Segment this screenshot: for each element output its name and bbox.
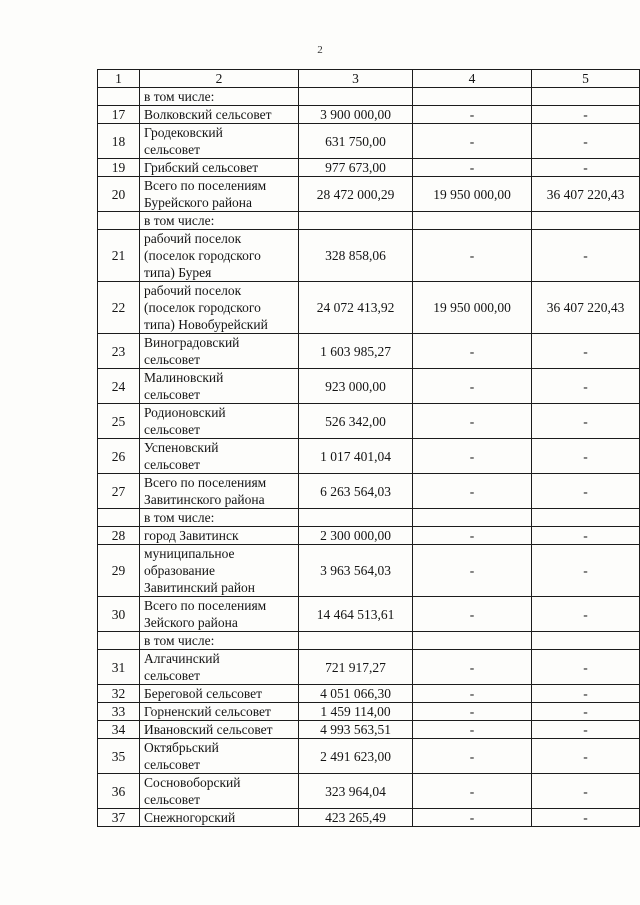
amount-col3-cell: 4 051 066,30 xyxy=(299,685,413,703)
settlement-name-line: (поселок городского xyxy=(144,248,261,263)
table-row xyxy=(98,774,640,809)
row-number-cell: 30 xyxy=(98,597,140,632)
settlement-name-cell xyxy=(140,632,299,650)
amount-col5-cell: - xyxy=(532,527,640,545)
amount-col4-cell: - xyxy=(413,545,532,597)
settlement-name-cell xyxy=(140,597,299,632)
table-row xyxy=(98,685,640,703)
settlement-name-line: сельсовет xyxy=(144,422,200,437)
amount-col4-cell xyxy=(413,509,532,527)
table-row xyxy=(98,404,640,439)
table-row xyxy=(98,159,640,177)
settlement-name-line: муниципальное xyxy=(144,546,235,561)
column-header-5: 5 xyxy=(532,70,640,88)
amount-col5-cell: - xyxy=(532,106,640,124)
settlement-name-line: город Завитинск xyxy=(144,528,239,543)
amount-col3-cell: 526 342,00 xyxy=(299,404,413,439)
table-row xyxy=(98,650,640,685)
amount-col5-cell xyxy=(532,632,640,650)
column-header-2: 2 xyxy=(140,70,299,88)
settlement-name-line: Завитинского района xyxy=(144,492,265,507)
amount-col3-cell xyxy=(299,632,413,650)
settlement-name-line: Ивановский сельсовет xyxy=(144,722,273,737)
amount-col4-cell: - xyxy=(413,369,532,404)
table-row xyxy=(98,809,640,827)
amount-col5-cell: - xyxy=(532,334,640,369)
settlement-name-line: в том числе: xyxy=(144,213,215,228)
settlement-name-cell xyxy=(140,212,299,230)
settlement-name-cell xyxy=(140,230,299,282)
table-row xyxy=(98,334,640,369)
column-header-1: 1 xyxy=(98,70,140,88)
table-body xyxy=(98,70,640,827)
row-number-cell: 24 xyxy=(98,369,140,404)
amount-col4-cell: - xyxy=(413,739,532,774)
settlement-name-line: сельсовет xyxy=(144,457,200,472)
table-row xyxy=(98,212,640,230)
settlement-name-cell xyxy=(140,650,299,685)
settlement-name-line: сельсовет xyxy=(144,757,200,772)
row-number-cell: 27 xyxy=(98,474,140,509)
table-row xyxy=(98,369,640,404)
amount-col5-cell: - xyxy=(532,721,640,739)
row-number-cell: 36 xyxy=(98,774,140,809)
table-row xyxy=(98,509,640,527)
settlement-name-line: Гродековский xyxy=(144,125,223,140)
settlement-name-cell xyxy=(140,282,299,334)
settlement-name-line: сельсовет xyxy=(144,142,200,157)
amount-col5-cell: 36 407 220,43 xyxy=(532,282,640,334)
amount-col5-cell: - xyxy=(532,369,640,404)
row-number-cell: 35 xyxy=(98,739,140,774)
amount-col5-cell: - xyxy=(532,404,640,439)
amount-col4-cell: - xyxy=(413,703,532,721)
row-number-cell: 37 xyxy=(98,809,140,827)
table-row xyxy=(98,597,640,632)
row-number-cell: 33 xyxy=(98,703,140,721)
table-row xyxy=(98,106,640,124)
settlement-name-cell xyxy=(140,545,299,597)
amount-col5-cell: - xyxy=(532,230,640,282)
column-header-4: 4 xyxy=(413,70,532,88)
row-number-cell: 23 xyxy=(98,334,140,369)
table-row xyxy=(98,703,640,721)
settlement-name-cell xyxy=(140,774,299,809)
amount-col5-cell: 36 407 220,43 xyxy=(532,177,640,212)
settlement-name-line: сельсовет xyxy=(144,387,200,402)
table-row xyxy=(98,177,640,212)
amount-col5-cell xyxy=(532,88,640,106)
amount-col3-cell xyxy=(299,212,413,230)
amount-col3-cell: 328 858,06 xyxy=(299,230,413,282)
row-number-cell: 22 xyxy=(98,282,140,334)
settlement-name-cell xyxy=(140,474,299,509)
settlement-name-cell xyxy=(140,721,299,739)
settlement-name-cell xyxy=(140,106,299,124)
amount-col4-cell: - xyxy=(413,721,532,739)
settlement-name-cell xyxy=(140,703,299,721)
row-number-cell: 32 xyxy=(98,685,140,703)
row-number-cell: 34 xyxy=(98,721,140,739)
settlement-name-line: Снежногорский xyxy=(144,810,236,825)
settlement-name-cell xyxy=(140,124,299,159)
amount-col4-cell: 19 950 000,00 xyxy=(413,282,532,334)
settlement-name-line: Всего по поселениям xyxy=(144,178,267,193)
settlement-name-cell xyxy=(140,685,299,703)
amount-col4-cell: - xyxy=(413,230,532,282)
amount-col4-cell: - xyxy=(413,334,532,369)
row-number-cell: 28 xyxy=(98,527,140,545)
amount-col3-cell: 323 964,04 xyxy=(299,774,413,809)
settlement-name-line: (поселок городского xyxy=(144,300,261,315)
amount-col3-cell xyxy=(299,88,413,106)
page-number: 2 xyxy=(317,44,323,56)
amount-col3-cell: 977 673,00 xyxy=(299,159,413,177)
amount-col5-cell: - xyxy=(532,474,640,509)
settlement-name-line: Бурейского района xyxy=(144,195,253,210)
settlement-name-cell xyxy=(140,527,299,545)
settlement-name-line: сельсовет xyxy=(144,792,200,807)
settlement-name-line: Грибский сельсовет xyxy=(144,160,259,175)
amount-col3-cell: 3 900 000,00 xyxy=(299,106,413,124)
amount-col4-cell: - xyxy=(413,527,532,545)
table-row xyxy=(98,545,640,597)
amount-col3-cell: 631 750,00 xyxy=(299,124,413,159)
settlement-name-cell xyxy=(140,439,299,474)
amount-col5-cell xyxy=(532,509,640,527)
amount-col4-cell: - xyxy=(413,124,532,159)
amount-col4-cell: - xyxy=(413,159,532,177)
settlement-name-line: типа) Бурея xyxy=(144,265,212,280)
settlement-name-line: образование xyxy=(144,563,215,578)
amount-col4-cell xyxy=(413,88,532,106)
amount-col5-cell: - xyxy=(532,703,640,721)
amount-col4-cell: - xyxy=(413,597,532,632)
settlement-name-line: типа) Новобурейский xyxy=(144,317,268,332)
settlement-name-line: в том числе: xyxy=(144,633,215,648)
amount-col3-cell: 1 603 985,27 xyxy=(299,334,413,369)
table-row xyxy=(98,739,640,774)
row-number-cell: 20 xyxy=(98,177,140,212)
table-row xyxy=(98,632,640,650)
settlement-name-line: Сосновоборский xyxy=(144,775,241,790)
amount-col4-cell xyxy=(413,632,532,650)
row-number-cell xyxy=(98,632,140,650)
settlement-name-cell xyxy=(140,334,299,369)
amount-col3-cell: 1 459 114,00 xyxy=(299,703,413,721)
amount-col3-cell: 14 464 513,61 xyxy=(299,597,413,632)
amount-col5-cell: - xyxy=(532,685,640,703)
row-number-cell: 26 xyxy=(98,439,140,474)
table-row xyxy=(98,230,640,282)
amount-col3-cell: 24 072 413,92 xyxy=(299,282,413,334)
row-number-cell: 29 xyxy=(98,545,140,597)
settlement-name-cell xyxy=(140,809,299,827)
table-row xyxy=(98,474,640,509)
settlement-name-line: рабочий поселок xyxy=(144,231,242,246)
table-row xyxy=(98,439,640,474)
table-row xyxy=(98,88,640,106)
amount-col3-cell: 923 000,00 xyxy=(299,369,413,404)
row-number-cell xyxy=(98,212,140,230)
amount-col5-cell: - xyxy=(532,650,640,685)
amount-col5-cell: - xyxy=(532,809,640,827)
amount-col5-cell: - xyxy=(532,439,640,474)
settlement-name-cell xyxy=(140,369,299,404)
table-row xyxy=(98,282,640,334)
settlement-name-line: Всего по поселениям xyxy=(144,598,267,613)
amount-col3-cell: 3 963 564,03 xyxy=(299,545,413,597)
amount-col5-cell: - xyxy=(532,597,640,632)
settlement-name-line: сельсовет xyxy=(144,352,200,367)
settlement-name-cell xyxy=(140,177,299,212)
amount-col3-cell: 2 491 623,00 xyxy=(299,739,413,774)
amount-col5-cell: - xyxy=(532,545,640,597)
table-row xyxy=(98,721,640,739)
settlement-name-line: Горненский сельсовет xyxy=(144,704,271,719)
table-row xyxy=(98,124,640,159)
amount-col5-cell xyxy=(532,212,640,230)
settlement-name-line: Успеновский xyxy=(144,440,219,455)
row-number-cell: 19 xyxy=(98,159,140,177)
settlement-name-cell xyxy=(140,88,299,106)
settlement-name-cell xyxy=(140,404,299,439)
settlement-name-line: в том числе: xyxy=(144,89,215,104)
row-number-cell: 18 xyxy=(98,124,140,159)
amount-col4-cell: 19 950 000,00 xyxy=(413,177,532,212)
row-number-cell: 21 xyxy=(98,230,140,282)
settlement-name-line: Зейского района xyxy=(144,615,238,630)
settlement-name-cell xyxy=(140,739,299,774)
row-number-cell xyxy=(98,88,140,106)
amount-col4-cell: - xyxy=(413,404,532,439)
settlement-name-cell xyxy=(140,509,299,527)
row-number-cell: 31 xyxy=(98,650,140,685)
amount-col3-cell xyxy=(299,509,413,527)
settlement-name-line: Октябрьский xyxy=(144,740,219,755)
column-header-3: 3 xyxy=(299,70,413,88)
amount-col3-cell: 4 993 563,51 xyxy=(299,721,413,739)
settlement-name-line: Береговой сельсовет xyxy=(144,686,263,701)
settlement-name-line: Виноградовский xyxy=(144,335,240,350)
settlement-name-line: Родионовский xyxy=(144,405,226,420)
amount-col4-cell: - xyxy=(413,809,532,827)
amount-col5-cell: - xyxy=(532,159,640,177)
settlement-name-cell xyxy=(140,159,299,177)
amount-col4-cell: - xyxy=(413,106,532,124)
settlement-name-line: Волковский сельсовет xyxy=(144,107,272,122)
amount-col3-cell: 28 472 000,29 xyxy=(299,177,413,212)
settlement-name-line: Алгачинский xyxy=(144,651,220,666)
settlement-name-line: Завитинский район xyxy=(144,580,256,595)
settlement-name-line: рабочий поселок xyxy=(144,283,242,298)
amount-col4-cell: - xyxy=(413,650,532,685)
table-row xyxy=(98,527,640,545)
amount-col3-cell: 6 263 564,03 xyxy=(299,474,413,509)
settlement-name-line: Малиновский xyxy=(144,370,224,385)
settlement-name-line: в том числе: xyxy=(144,510,215,525)
amount-col3-cell: 1 017 401,04 xyxy=(299,439,413,474)
amount-col3-cell: 721 917,27 xyxy=(299,650,413,685)
amount-col4-cell: - xyxy=(413,774,532,809)
amount-col4-cell: - xyxy=(413,474,532,509)
table-header-row xyxy=(98,70,640,88)
amount-col3-cell: 423 265,49 xyxy=(299,809,413,827)
amount-col5-cell: - xyxy=(532,774,640,809)
amount-col5-cell: - xyxy=(532,124,640,159)
budget-table xyxy=(97,69,640,827)
amount-col5-cell: - xyxy=(532,739,640,774)
amount-col4-cell xyxy=(413,212,532,230)
settlement-name-line: Всего по поселениям xyxy=(144,475,267,490)
amount-col3-cell: 2 300 000,00 xyxy=(299,527,413,545)
row-number-cell: 25 xyxy=(98,404,140,439)
row-number-cell: 17 xyxy=(98,106,140,124)
amount-col4-cell: - xyxy=(413,685,532,703)
amount-col4-cell: - xyxy=(413,439,532,474)
row-number-cell xyxy=(98,509,140,527)
settlement-name-line: сельсовет xyxy=(144,668,200,683)
